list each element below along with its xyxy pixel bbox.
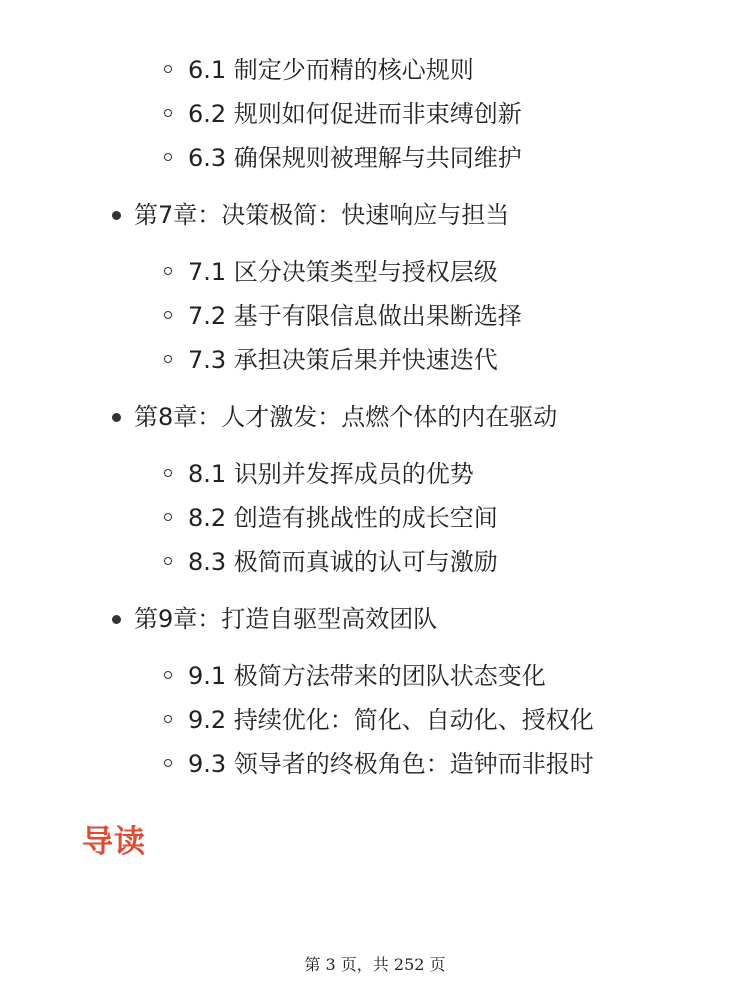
hollow-bullet-icon: [164, 715, 172, 723]
chapter-title: 第9章：打造自驱型高效团队: [134, 605, 438, 633]
toc-item-label: 9.1 极简方法带来的团队状态变化: [188, 662, 546, 690]
hollow-bullet-icon: [164, 759, 172, 767]
toc-item-6-3: [0, 136, 750, 180]
hollow-bullet-icon: [164, 311, 172, 319]
table-of-contents: [0, 48, 750, 786]
hollow-bullet-icon: [164, 65, 172, 73]
toc-item-9-3: [0, 742, 750, 786]
hollow-bullet-icon: [164, 469, 172, 477]
hollow-bullet-icon: [164, 109, 172, 117]
toc-item-8-1: [0, 452, 750, 496]
toc-item-7-1: [0, 250, 750, 294]
toc-item-9-2: [0, 698, 750, 742]
toc-item-label: 8.3 极简而真诚的认可与激励: [188, 548, 498, 576]
toc-chapter-9: [0, 596, 750, 642]
toc-item-label: 7.2 基于有限信息做出果断选择: [188, 302, 522, 330]
hollow-bullet-icon: [164, 513, 172, 521]
hollow-bullet-icon: [164, 671, 172, 679]
toc-item-label: 8.2 创造有挑战性的成长空间: [188, 504, 498, 532]
toc-item-label: 8.1 识别并发挥成员的优势: [188, 460, 474, 488]
filled-bullet-icon: [112, 615, 121, 624]
toc-item-label: 7.3 承担决策后果并快速迭代: [188, 346, 498, 374]
toc-item-8-2: [0, 496, 750, 540]
toc-chapter-8: [0, 394, 750, 440]
toc-item-label: 6.1 制定少而精的核心规则: [188, 56, 474, 84]
toc-item-6-1: [0, 48, 750, 92]
toc-item-label: 6.3 确保规则被理解与共同维护: [188, 144, 522, 172]
toc-item-7-3: [0, 338, 750, 382]
toc-chapter-7: [0, 192, 750, 238]
hollow-bullet-icon: [164, 557, 172, 565]
toc-item-label: 7.1 区分决策类型与授权层级: [188, 258, 498, 286]
toc-item-8-3: [0, 540, 750, 584]
filled-bullet-icon: [112, 413, 121, 422]
toc-item-label: 6.2 规则如何促进而非束缚创新: [188, 100, 522, 128]
hollow-bullet-icon: [164, 355, 172, 363]
toc-item-label: 9.3 领导者的终极角色：造钟而非报时: [188, 750, 594, 778]
chapter-title: 第7章：决策极简：快速响应与担当: [134, 201, 510, 229]
toc-item-6-2: [0, 92, 750, 136]
page-number-footer: 第 3 页，共 252 页: [304, 955, 446, 974]
filled-bullet-icon: [112, 211, 121, 220]
section-heading: 导读: [82, 824, 146, 860]
hollow-bullet-icon: [164, 267, 172, 275]
toc-item-label: 9.2 持续优化：简化、自动化、授权化: [188, 706, 594, 734]
hollow-bullet-icon: [164, 153, 172, 161]
toc-item-9-1: [0, 654, 750, 698]
toc-item-7-2: [0, 294, 750, 338]
chapter-title: 第8章：人才激发：点燃个体的内在驱动: [134, 403, 558, 431]
